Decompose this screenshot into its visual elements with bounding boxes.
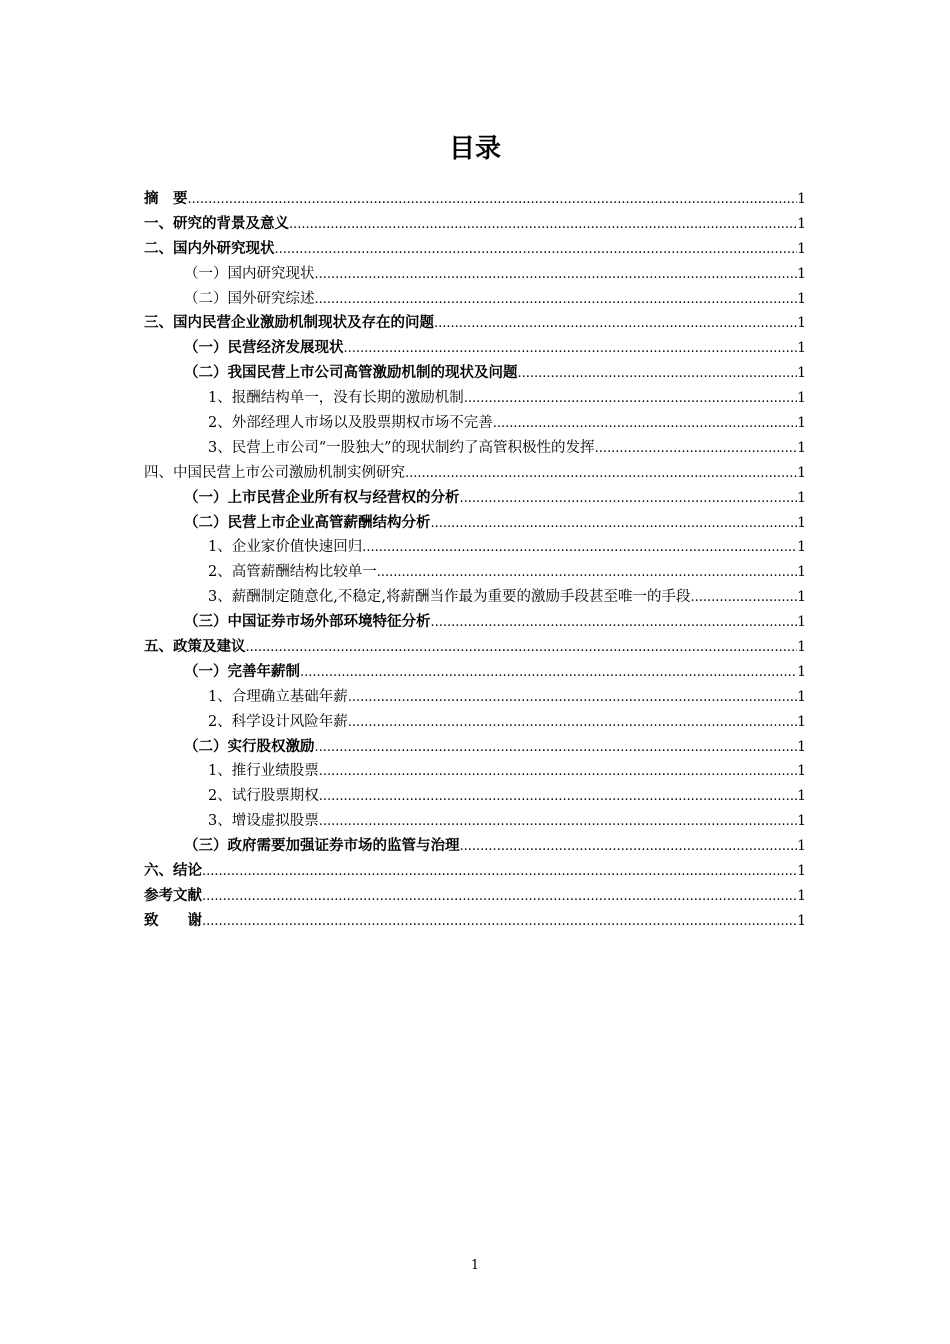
toc-leader-dots — [460, 835, 798, 859]
toc-entry-page: 1 — [797, 290, 806, 307]
toc-entry-label: （三）政府需要加强证券市场的监管与治理 — [184, 838, 460, 855]
toc-entry-label: 五、政策及建议 — [144, 639, 246, 656]
toc-entry[interactable] — [144, 809, 806, 834]
toc-leader-dots — [344, 337, 798, 361]
toc-entry-label: 参考文献 — [144, 887, 202, 904]
toc-leader-dots — [319, 785, 797, 809]
toc-entry[interactable] — [144, 511, 806, 536]
toc-entry-label: 3、增设虚拟股票 — [208, 813, 319, 830]
toc-entry-page: 1 — [797, 763, 806, 780]
toc-entry[interactable] — [144, 909, 806, 934]
toc-leader-dots — [431, 611, 798, 635]
toc-leader-dots — [315, 736, 798, 760]
toc-leader-dots — [300, 661, 797, 685]
toc-entry-page: 1 — [797, 564, 806, 581]
toc-entry[interactable] — [144, 859, 806, 884]
toc-leader-dots — [518, 362, 798, 386]
toc-entry[interactable] — [144, 685, 806, 710]
toc-leader-dots — [362, 536, 797, 560]
toc-entry-label: 2、试行股票期权 — [208, 788, 319, 805]
toc-entry[interactable] — [144, 287, 806, 312]
toc-leader-dots — [431, 512, 798, 536]
toc-entry-page: 1 — [797, 813, 806, 830]
toc-entry-page: 1 — [797, 191, 806, 207]
toc-entry-label: （一）完善年薪制 — [184, 663, 300, 680]
toc-entry[interactable] — [144, 784, 806, 809]
toc-entry-label: 四、中国民营上市公司激励机制实例研究 — [144, 464, 405, 481]
toc-leader-dots — [595, 437, 798, 461]
toc-entry[interactable] — [144, 262, 806, 287]
toc-entry-page: 1 — [797, 614, 806, 631]
toc-entry-label: （一）民营经济发展现状 — [184, 340, 344, 357]
toc-entry-label: 一、研究的背景及意义 — [144, 215, 289, 232]
toc-entry-label: 六、结论 — [144, 863, 202, 880]
toc-entry-page: 1 — [797, 514, 806, 531]
toc-entry[interactable] — [144, 237, 806, 262]
toc-entry[interactable] — [144, 560, 806, 585]
toc-entry[interactable] — [144, 710, 806, 735]
toc-entry[interactable] — [144, 187, 806, 212]
table-of-contents — [144, 187, 806, 934]
toc-leader-dots — [202, 885, 797, 909]
toc-leader-dots — [315, 288, 798, 312]
toc-entry[interactable] — [144, 585, 806, 610]
toc-entry-page: 1 — [797, 663, 806, 680]
toc-leader-dots — [405, 462, 797, 486]
toc-entry-page: 1 — [797, 887, 806, 904]
toc-entry[interactable] — [144, 212, 806, 237]
toc-entry-label: 1、推行业绩股票 — [208, 763, 319, 780]
toc-leader-dots — [202, 860, 797, 884]
toc-entry[interactable] — [144, 610, 806, 635]
toc-entry-page: 1 — [797, 539, 806, 556]
toc-entry[interactable] — [144, 486, 806, 511]
toc-entry-label: 3、薪酬制定随意化,不稳定,将薪酬当作最为重要的激励手段甚至唯一的手段 — [208, 589, 691, 606]
toc-leader-dots — [275, 238, 798, 262]
toc-entry-page: 1 — [797, 390, 806, 407]
toc-leader-dots — [319, 810, 797, 834]
toc-entry-label: 2、科学设计风险年薪 — [208, 713, 348, 730]
toc-entry-page: 1 — [797, 439, 806, 456]
toc-entry[interactable] — [144, 311, 806, 336]
toc-leader-dots — [464, 387, 797, 411]
toc-entry-label: 1、合理确立基础年薪 — [208, 688, 348, 705]
toc-entry-label: （二）实行股权激励 — [184, 738, 315, 755]
toc-entry-label: 致 谢 — [144, 912, 202, 929]
toc-entry-page: 1 — [797, 215, 806, 232]
toc-leader-dots — [188, 188, 798, 212]
toc-entry[interactable] — [144, 660, 806, 685]
toc-leader-dots — [315, 263, 798, 287]
toc-entry-page: 1 — [797, 688, 806, 705]
toc-entry-page: 1 — [797, 315, 806, 332]
toc-leader-dots — [377, 561, 797, 585]
toc-entry[interactable] — [144, 759, 806, 784]
toc-entry-page: 1 — [797, 240, 806, 257]
toc-entry-label: （二）民营上市企业高管薪酬结构分析 — [184, 514, 431, 531]
toc-leader-dots — [434, 312, 797, 336]
toc-leader-dots — [348, 686, 797, 710]
toc-entry-page: 1 — [797, 265, 806, 282]
toc-entry[interactable] — [144, 735, 806, 760]
toc-entry-page: 1 — [797, 415, 806, 432]
toc-entry-label: 二、国内外研究现状 — [144, 240, 275, 257]
page-number-footer: 1 — [470, 1258, 480, 1273]
toc-entry-page: 1 — [797, 788, 806, 805]
toc-leader-dots — [246, 636, 798, 660]
toc-entry-label: （一）国内研究现状 — [184, 265, 315, 282]
toc-entry-label: 1、报酬结构单一，没有长期的激励机制 — [208, 390, 464, 407]
toc-entry[interactable] — [144, 436, 806, 461]
toc-leader-dots — [289, 213, 797, 237]
toc-entry-page: 1 — [797, 912, 806, 929]
toc-entry[interactable] — [144, 386, 806, 411]
toc-entry[interactable] — [144, 336, 806, 361]
toc-entry-page: 1 — [797, 713, 806, 730]
toc-leader-dots — [202, 910, 797, 934]
toc-leader-dots — [348, 711, 797, 735]
toc-entry[interactable] — [144, 461, 806, 486]
toc-entry-page: 1 — [797, 838, 806, 855]
toc-entry-label: 2、外部经理人市场以及股票期权市场不完善 — [208, 415, 493, 432]
toc-entry[interactable] — [144, 535, 806, 560]
toc-entry-label: 三、国内民营企业激励机制现状及存在的问题 — [144, 315, 434, 332]
toc-leader-dots — [493, 412, 797, 436]
toc-entry-page: 1 — [797, 464, 806, 481]
toc-leader-dots — [319, 760, 797, 784]
toc-entry[interactable] — [144, 884, 806, 909]
toc-entry[interactable] — [144, 635, 806, 660]
toc-entry[interactable] — [144, 361, 806, 386]
toc-entry-label: 摘 要 — [144, 191, 188, 207]
toc-entry-label: 2、高管薪酬结构比较单一 — [208, 564, 377, 581]
toc-title: 目录 — [448, 134, 501, 164]
toc-entry-page: 1 — [797, 863, 806, 880]
toc-entry-page: 1 — [797, 639, 806, 656]
toc-entry-label: （一）上市民营企业所有权与经营权的分析 — [184, 489, 460, 506]
toc-leader-dots — [460, 487, 798, 511]
toc-entry-page: 1 — [797, 365, 806, 382]
toc-entry-page: 1 — [797, 589, 806, 606]
toc-entry-page: 1 — [797, 738, 806, 755]
toc-entry-label: 1、企业家价值快速回归 — [208, 539, 363, 556]
toc-entry-label: （三）中国证券市场外部环境特征分析 — [184, 614, 431, 631]
toc-entry-page: 1 — [797, 489, 806, 506]
toc-entry-label: 3、民营上市公司“一股独大”的现状制约了高管积极性的发挥 — [208, 439, 595, 456]
toc-entry-page: 1 — [797, 340, 806, 357]
toc-leader-dots — [690, 586, 797, 610]
toc-entry-label: （二）国外研究综述 — [184, 290, 315, 307]
toc-entry[interactable] — [144, 834, 806, 859]
toc-entry-label: （二）我国民营上市公司高管激励机制的现状及问题 — [184, 365, 518, 382]
toc-entry[interactable] — [144, 411, 806, 436]
